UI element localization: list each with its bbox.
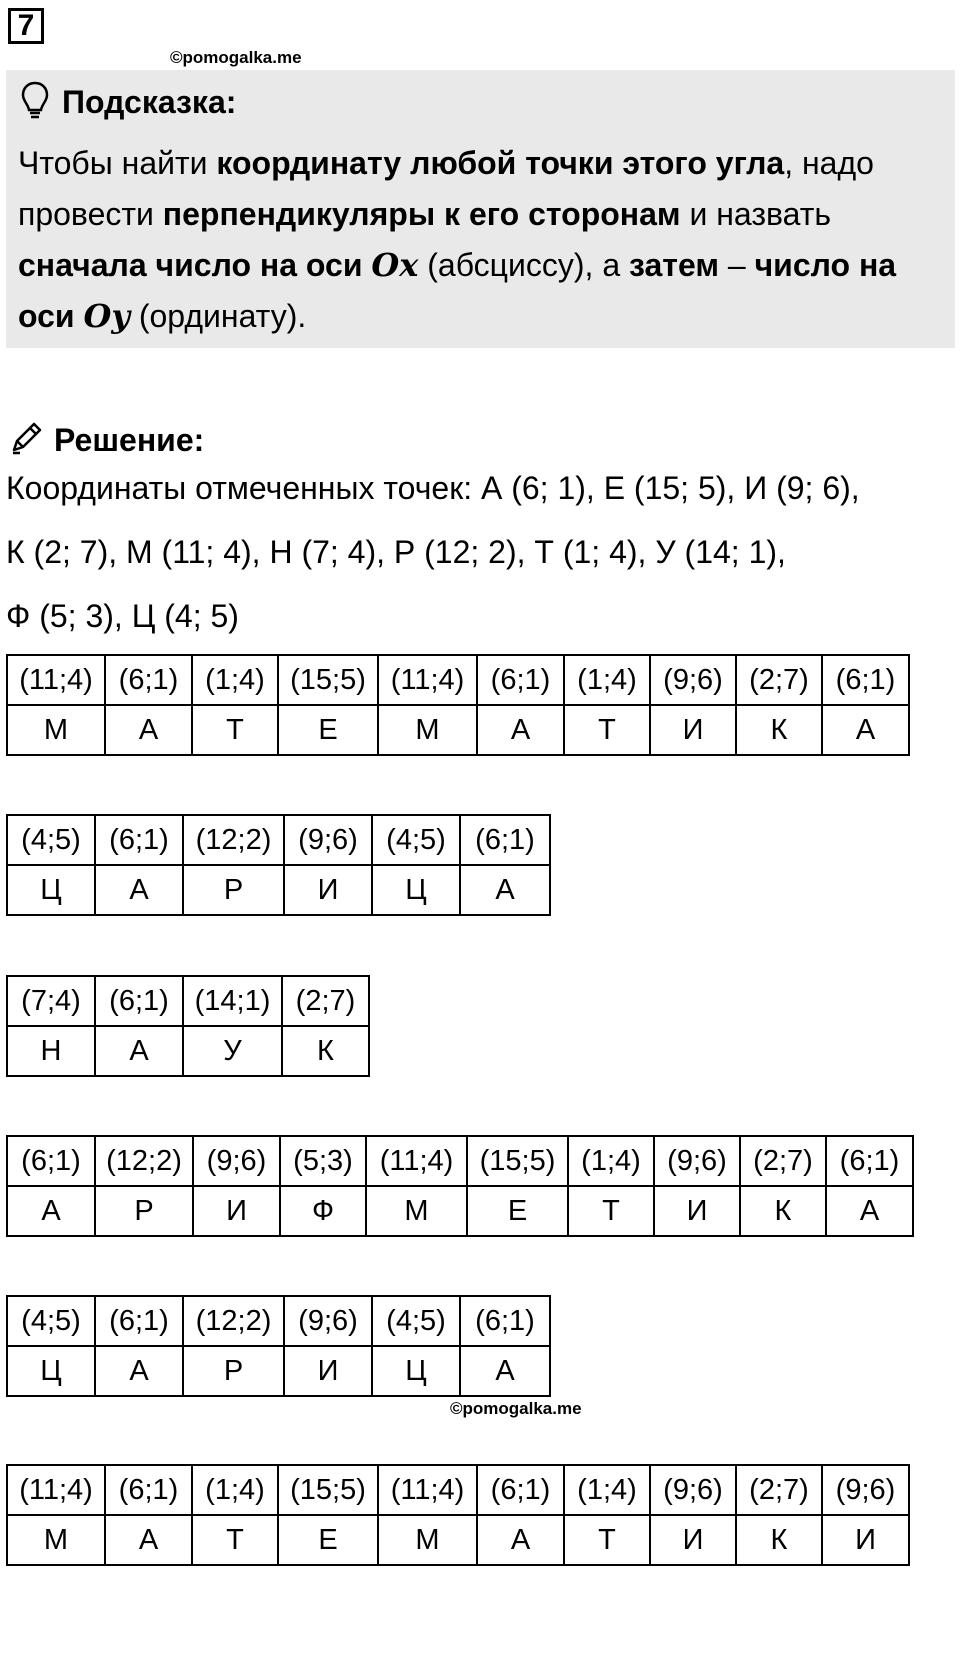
letter-cell: А bbox=[826, 1186, 913, 1236]
axis-ox: Ox bbox=[371, 246, 419, 284]
coords-row bbox=[7, 1465, 909, 1515]
coord-cell: (15;5) bbox=[278, 655, 378, 705]
coord-cell: (5;3) bbox=[280, 1136, 366, 1186]
coord-cell: (11;4) bbox=[378, 655, 477, 705]
letter-cell: Т bbox=[564, 1515, 650, 1565]
coord-cell: (6;1) bbox=[105, 655, 192, 705]
coord-cell: (7;4) bbox=[7, 976, 95, 1026]
letter-cell: И bbox=[654, 1186, 740, 1236]
letter-cell: Т bbox=[564, 705, 650, 755]
hint-header bbox=[20, 80, 236, 125]
coord-cell: (9;6) bbox=[284, 815, 372, 865]
letters-row bbox=[7, 1026, 369, 1076]
letter-cell: Т bbox=[568, 1186, 654, 1236]
hint-text: Чтобы найти координату любой точки этого угла, надо провести перпендикуляры к его сторонам и назвать сначала число на оси Ox (абсциссу), а затем – число на оси Oy (ординату). bbox=[18, 145, 897, 335]
hint-box bbox=[6, 70, 955, 348]
letter-cell: А bbox=[95, 1346, 183, 1396]
letter-cell: Т bbox=[192, 1515, 278, 1565]
letter-cell: А bbox=[95, 1026, 183, 1076]
coord-cell: (4;5) bbox=[7, 1296, 95, 1346]
coordinate-table bbox=[6, 1135, 914, 1237]
hint-title: Подсказка: bbox=[62, 84, 237, 120]
letter-cell: Е bbox=[278, 705, 378, 755]
coord-cell: (12;2) bbox=[183, 815, 284, 865]
coords-row bbox=[7, 655, 909, 705]
coord-cell: (4;5) bbox=[372, 1296, 460, 1346]
letter-cell: А bbox=[822, 705, 909, 755]
coord-cell: (1;4) bbox=[192, 1465, 278, 1515]
coord-cell: (1;4) bbox=[564, 1465, 650, 1515]
letters-row bbox=[7, 1346, 550, 1396]
coords-row bbox=[7, 1136, 913, 1186]
coord-cell: (1;4) bbox=[192, 655, 278, 705]
letter-cell: И bbox=[650, 1515, 736, 1565]
coord-cell: (15;5) bbox=[278, 1465, 378, 1515]
letter-cell: Ц bbox=[7, 1346, 95, 1396]
coord-cell: (9;6) bbox=[654, 1136, 740, 1186]
coord-cell: (2;7) bbox=[736, 655, 822, 705]
letter-cell: Е bbox=[278, 1515, 378, 1565]
coord-cell: (9;6) bbox=[650, 655, 736, 705]
coord-cell: (9;6) bbox=[650, 1465, 736, 1515]
coord-cell: (12;2) bbox=[183, 1296, 284, 1346]
letter-cell: Ц bbox=[372, 865, 460, 915]
watermark-top: ©pomogalka.me bbox=[170, 48, 302, 67]
letter-cell: М bbox=[7, 705, 105, 755]
coords-row bbox=[7, 976, 369, 1026]
task-number: 7 bbox=[8, 8, 44, 44]
letter-cell: М bbox=[7, 1515, 105, 1565]
letter-cell: И bbox=[193, 1186, 280, 1236]
coord-cell: (6;1) bbox=[826, 1136, 913, 1186]
letter-cell: А bbox=[95, 865, 183, 915]
letter-cell: И bbox=[650, 705, 736, 755]
letter-cell: М bbox=[378, 705, 477, 755]
coord-cell: (1;4) bbox=[564, 655, 650, 705]
letter-cell: А bbox=[7, 1186, 95, 1236]
coord-cell: (6;1) bbox=[95, 815, 183, 865]
coordinate-table bbox=[6, 814, 551, 916]
coord-cell: (6;1) bbox=[460, 1296, 550, 1346]
letter-cell: А bbox=[460, 865, 550, 915]
coord-cell: (4;5) bbox=[372, 815, 460, 865]
coordinate-table bbox=[6, 975, 370, 1077]
letter-cell: И bbox=[284, 865, 372, 915]
coords-row bbox=[7, 1296, 550, 1346]
coords-row bbox=[7, 815, 550, 865]
letter-cell: А bbox=[105, 1515, 192, 1565]
letter-cell: Р bbox=[183, 865, 284, 915]
coord-cell: (11;4) bbox=[7, 1465, 105, 1515]
letters-row bbox=[7, 1186, 913, 1236]
coord-cell: (11;4) bbox=[378, 1465, 477, 1515]
coord-cell: (9;6) bbox=[193, 1136, 280, 1186]
coord-cell: (14;1) bbox=[183, 976, 282, 1026]
coords-line-3: Ф (5; 3), Ц (4; 5) bbox=[6, 598, 239, 634]
letters-row bbox=[7, 705, 909, 755]
letter-cell: Ц bbox=[372, 1346, 460, 1396]
coord-cell: (1;4) bbox=[568, 1136, 654, 1186]
letter-cell: А bbox=[477, 1515, 564, 1565]
coord-cell: (11;4) bbox=[7, 655, 105, 705]
coord-cell: (6;1) bbox=[105, 1465, 192, 1515]
coord-cell: (9;6) bbox=[822, 1465, 909, 1515]
axis-oy: Oy bbox=[83, 297, 130, 335]
coord-cell: (6;1) bbox=[822, 655, 909, 705]
letter-cell: И bbox=[822, 1515, 909, 1565]
letter-cell: И bbox=[284, 1346, 372, 1396]
letter-cell: А bbox=[105, 705, 192, 755]
letters-row bbox=[7, 1515, 909, 1565]
letter-cell: К bbox=[740, 1186, 826, 1236]
lightbulb-icon bbox=[20, 80, 50, 125]
letter-cell: Ф bbox=[280, 1186, 366, 1236]
letter-cell: Р bbox=[95, 1186, 193, 1236]
coord-cell: (2;7) bbox=[736, 1465, 822, 1515]
coordinate-table bbox=[6, 1464, 910, 1566]
letter-cell: К bbox=[282, 1026, 369, 1076]
coord-cell: (6;1) bbox=[460, 815, 550, 865]
coord-cell: (4;5) bbox=[7, 815, 95, 865]
letter-cell: Е bbox=[467, 1186, 568, 1236]
coord-cell: (9;6) bbox=[284, 1296, 372, 1346]
coord-cell: (15;5) bbox=[467, 1136, 568, 1186]
coords-line-1: Координаты отмеченных точек: А (6; 1), Е (15; 5), И (9; 6), bbox=[6, 470, 860, 506]
coords-line-2: К (2; 7), М (11; 4), Н (7; 4), Р (12; 2), Т (1; 4), У (14; 1), bbox=[6, 534, 786, 570]
coord-cell: (2;7) bbox=[740, 1136, 826, 1186]
coordinate-table bbox=[6, 654, 910, 756]
pencil-icon bbox=[8, 420, 44, 461]
solution-header bbox=[8, 420, 204, 461]
letter-cell: У bbox=[183, 1026, 282, 1076]
coord-cell: (11;4) bbox=[366, 1136, 467, 1186]
letter-cell: Н bbox=[7, 1026, 95, 1076]
letter-cell: К bbox=[736, 705, 822, 755]
letter-cell: Р bbox=[183, 1346, 284, 1396]
letter-cell: Т bbox=[192, 705, 278, 755]
letter-cell: М bbox=[366, 1186, 467, 1236]
letter-cell: Ц bbox=[7, 865, 95, 915]
coord-cell: (6;1) bbox=[7, 1136, 95, 1186]
letter-cell: М bbox=[378, 1515, 477, 1565]
letter-cell: А bbox=[460, 1346, 550, 1396]
coord-cell: (6;1) bbox=[95, 976, 183, 1026]
coord-cell: (6;1) bbox=[95, 1296, 183, 1346]
coord-cell: (2;7) bbox=[282, 976, 369, 1026]
coord-cell: (12;2) bbox=[95, 1136, 193, 1186]
coordinate-table bbox=[6, 1295, 551, 1397]
coord-cell: (6;1) bbox=[477, 1465, 564, 1515]
letter-cell: К bbox=[736, 1515, 822, 1565]
letter-cell: А bbox=[477, 705, 564, 755]
letters-row bbox=[7, 865, 550, 915]
watermark-bottom: ©pomogalka.me bbox=[450, 1399, 582, 1418]
solution-title: Решение: bbox=[54, 422, 205, 458]
coord-cell: (6;1) bbox=[477, 655, 564, 705]
